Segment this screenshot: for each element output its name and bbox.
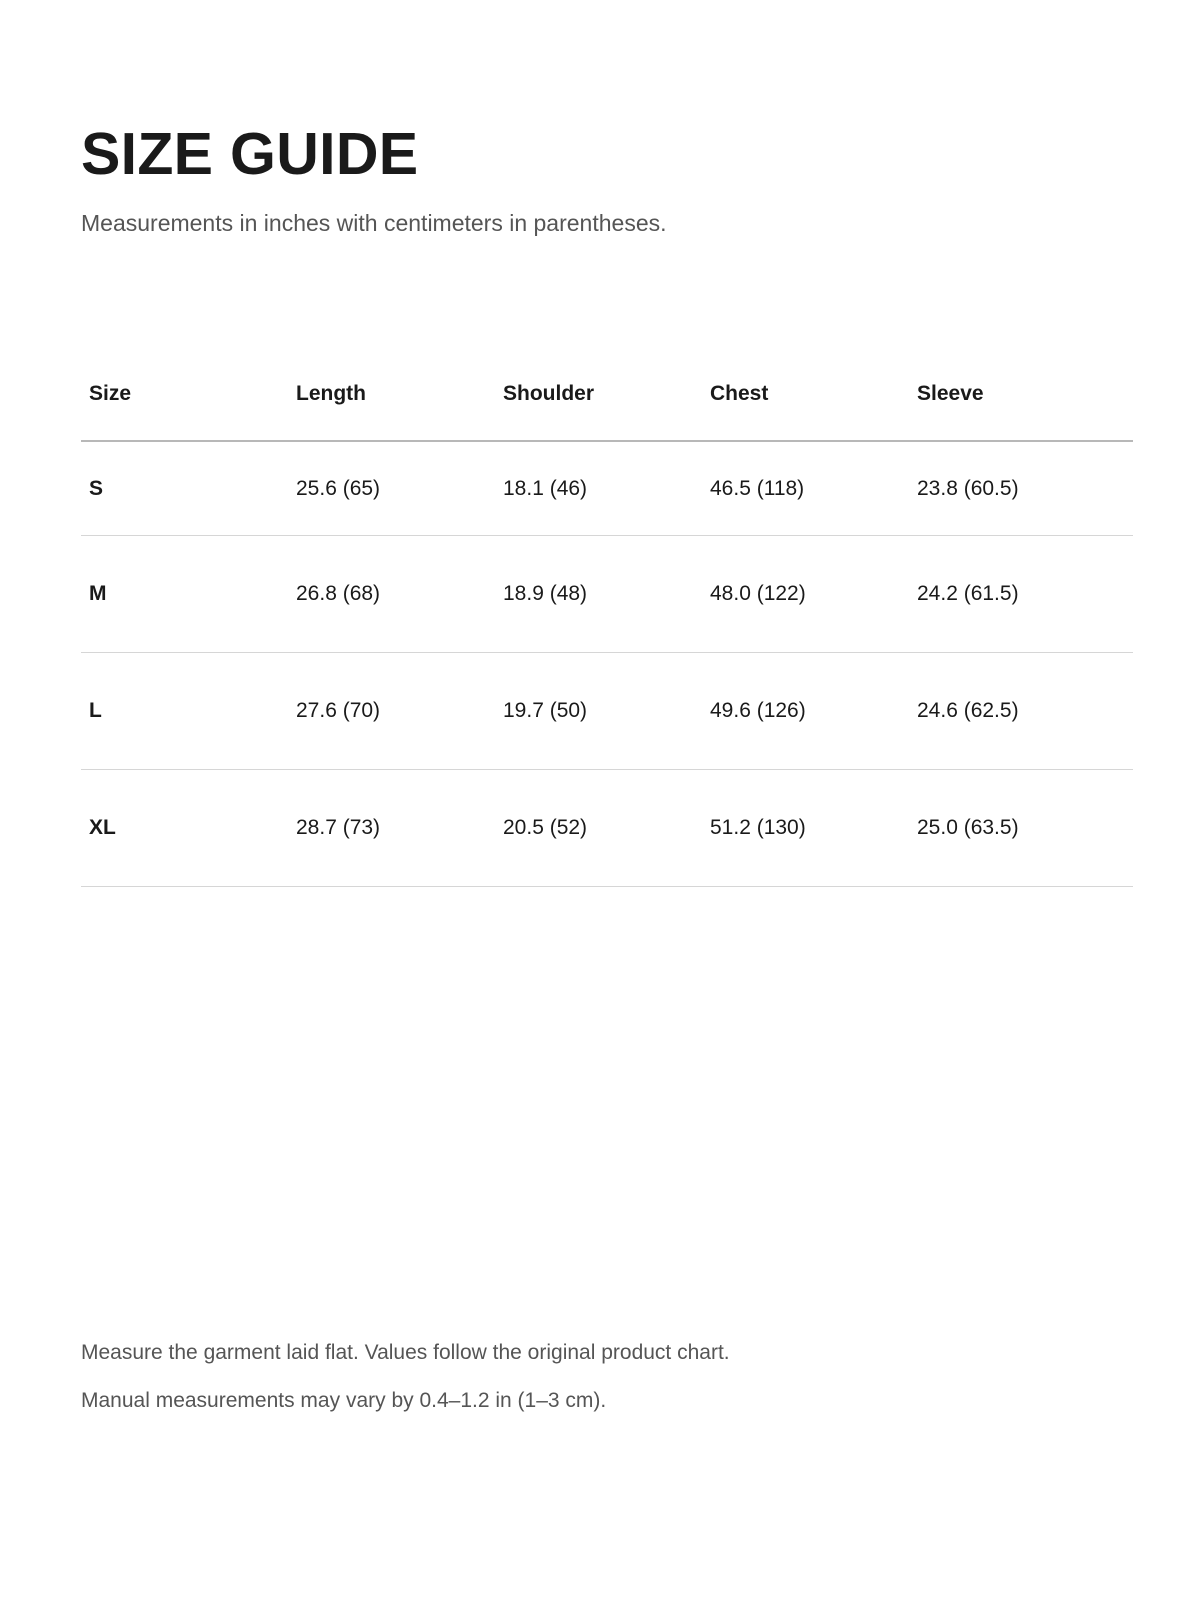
table-row	[81, 653, 1133, 770]
column-header-chest: Chest	[702, 348, 909, 441]
shoulder-cell: 18.1 (46)	[495, 441, 702, 536]
shoulder-cell: 18.9 (48)	[495, 536, 702, 653]
length-cell: 28.7 (73)	[288, 770, 495, 887]
size-cell: M	[81, 536, 288, 653]
shoulder-cell: 20.5 (52)	[495, 770, 702, 887]
page-title: SIZE GUIDE	[81, 121, 419, 187]
column-header-size: Size	[81, 348, 288, 441]
shoulder-cell: 19.7 (50)	[495, 653, 702, 770]
measurement-notes	[81, 1339, 730, 1435]
size-cell: XL	[81, 770, 288, 887]
size-guide-page	[81, 0, 1133, 1600]
chest-cell: 46.5 (118)	[702, 441, 909, 536]
column-header-length: Length	[288, 348, 495, 441]
sleeve-cell: 25.0 (63.5)	[909, 770, 1133, 887]
chest-cell: 51.2 (130)	[702, 770, 909, 887]
note-manual-variance: Manual measurements may vary by 0.4–1.2 in (1–3 cm).	[81, 1389, 607, 1412]
column-header-sleeve: Sleeve	[909, 348, 1133, 441]
sleeve-cell: 24.6 (62.5)	[909, 653, 1133, 770]
sleeve-cell: 23.8 (60.5)	[909, 441, 1133, 536]
size-table	[81, 348, 1133, 887]
length-cell: 26.8 (68)	[288, 536, 495, 653]
note-measure-flat: Measure the garment laid flat. Values follow the original product chart.	[81, 1341, 730, 1364]
column-header-shoulder: Shoulder	[495, 348, 702, 441]
table-row	[81, 536, 1133, 653]
length-cell: 25.6 (65)	[288, 441, 495, 536]
page-subtitle: Measurements in inches with centimeters in parentheses.	[81, 210, 667, 236]
size-cell: S	[81, 441, 288, 536]
table-row	[81, 441, 1133, 536]
sleeve-cell: 24.2 (61.5)	[909, 536, 1133, 653]
size-cell: L	[81, 653, 288, 770]
table-row	[81, 770, 1133, 887]
chest-cell: 49.6 (126)	[702, 653, 909, 770]
length-cell: 27.6 (70)	[288, 653, 495, 770]
chest-cell: 48.0 (122)	[702, 536, 909, 653]
table-header-row	[81, 348, 1133, 441]
